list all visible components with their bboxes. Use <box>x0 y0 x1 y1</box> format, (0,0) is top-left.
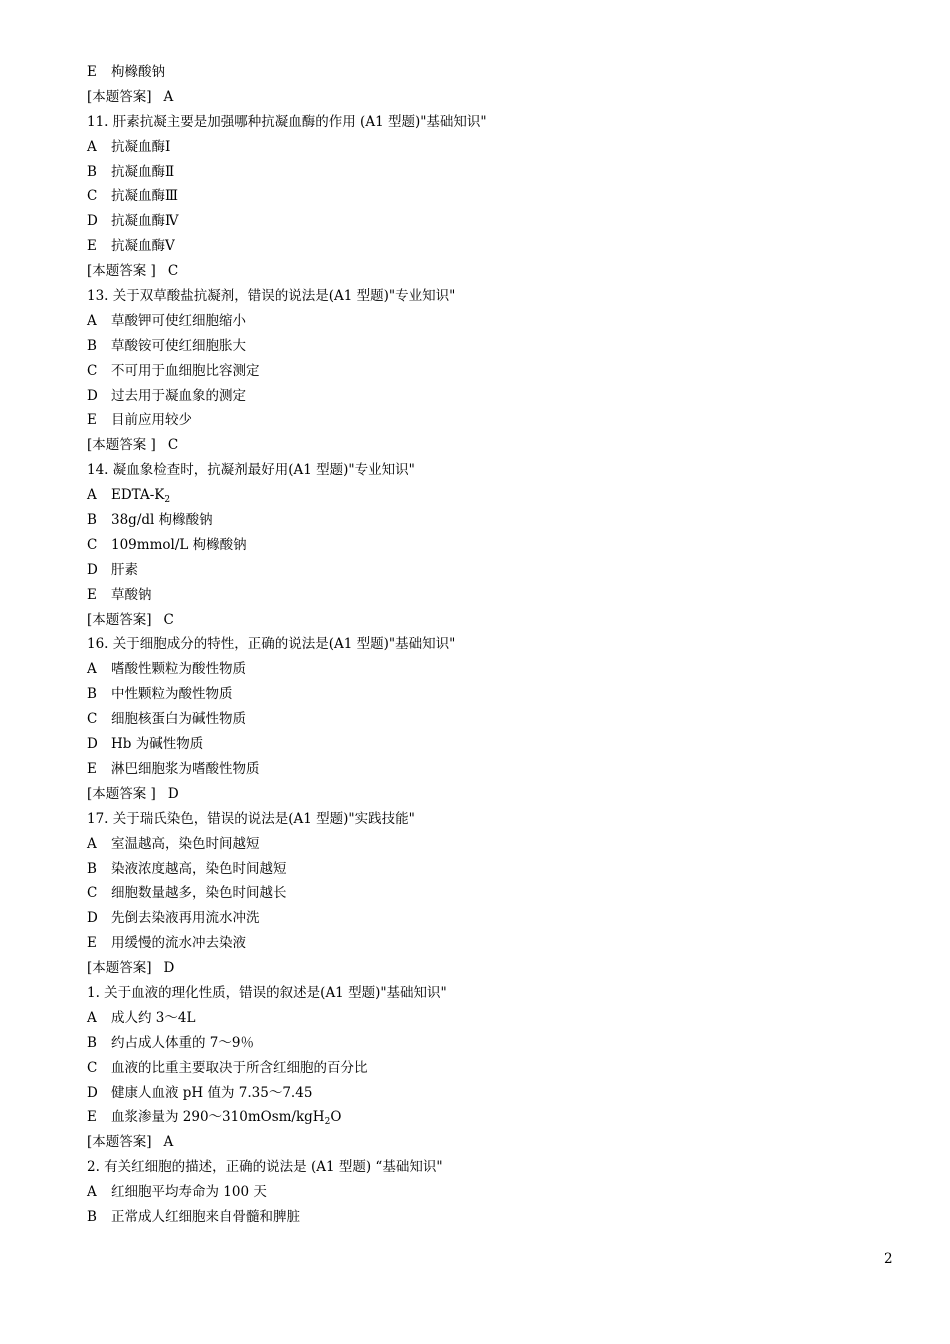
answer-option <box>87 309 867 334</box>
question-text: 2. 有关红细胞的描述，正确的说法是 (A1 型题) “基础知识" <box>87 1159 443 1176</box>
question-text: 16. 关于细胞成分的特性，正确的说法是(A1 型题)"基础知识" <box>87 636 456 653</box>
option-letter: D <box>87 213 98 230</box>
option-text: 抗凝血酶Ⅴ <box>111 238 175 255</box>
answer-option <box>87 657 867 682</box>
answer-line <box>87 85 867 110</box>
answer-option <box>87 1105 867 1130</box>
answer-option <box>87 931 867 956</box>
answer-option <box>87 184 867 209</box>
answer-label: [本题答案 ] <box>87 437 156 454</box>
option-letter: E <box>87 935 97 952</box>
answer-option <box>87 533 867 558</box>
option-text: 38g/dl 枸橼酸钠 <box>111 512 213 529</box>
option-text: 室温越高，染色时间越短 <box>111 835 260 852</box>
answer-option <box>87 359 867 384</box>
question-stem <box>87 110 867 135</box>
answer-option <box>87 408 867 433</box>
answer-option <box>87 732 867 757</box>
option-letter: D <box>87 1084 98 1101</box>
question-text: 13. 关于双草酸盐抗凝剂，错误的说法是(A1 型题)"专业知识" <box>87 288 456 305</box>
answer-value: C <box>163 611 174 628</box>
option-letter: D <box>87 387 98 404</box>
option-letter: E <box>87 586 97 603</box>
answer-option <box>87 234 867 259</box>
option-letter: A <box>87 1009 97 1026</box>
option-text: 红细胞平均寿命为 100 天 <box>111 1184 267 1201</box>
option-text: 抗凝血酶Ⅲ <box>111 188 179 205</box>
answer-option <box>87 1031 867 1056</box>
option-letter: C <box>87 711 98 728</box>
answer-option <box>87 60 867 85</box>
option-text: 成人约 3～4L <box>111 1009 196 1026</box>
answer-value: C <box>167 263 179 280</box>
answer-line <box>87 259 867 284</box>
answer-label: [本题答案] <box>87 611 152 628</box>
option-letter: E <box>87 412 97 429</box>
option-text: EDTA-K <box>111 487 165 504</box>
option-text: 淋巴细胞浆为嗜酸性物质 <box>111 760 260 777</box>
option-letter: B <box>87 1034 97 1051</box>
option-letter: B <box>87 337 97 354</box>
option-letter: C <box>87 885 98 902</box>
option-text: 枸橼酸钠 <box>111 64 165 80</box>
option-letter: B <box>87 512 97 529</box>
answer-option <box>87 1205 867 1230</box>
answer-option <box>87 757 867 782</box>
answer-label: [本题答案] <box>87 1134 152 1151</box>
answer-line <box>87 1130 867 1155</box>
answer-label: [本题答案] <box>87 960 152 977</box>
question-stem <box>87 632 867 657</box>
subscript: 2 <box>164 495 171 506</box>
answer-line <box>87 608 867 633</box>
option-text: 健康人血液 pH 值为 7.35～7.45 <box>111 1084 313 1101</box>
option-text: 草酸铵可使红细胞胀大 <box>111 337 246 354</box>
answer-line <box>87 433 867 458</box>
answer-value: D <box>163 960 175 977</box>
answer-option <box>87 707 867 732</box>
document-body <box>87 60 867 1230</box>
option-letter: B <box>87 686 97 703</box>
option-text: 抗凝血酶Ⅳ <box>111 213 179 230</box>
option-letter: C <box>87 362 98 379</box>
answer-line <box>87 956 867 981</box>
option-letter: D <box>87 561 98 578</box>
option-text: 约占成人体重的 7～9％ <box>111 1034 254 1051</box>
answer-option <box>87 135 867 160</box>
question-stem <box>87 981 867 1006</box>
option-text: 用缓慢的流水冲去染液 <box>111 935 246 952</box>
option-text: 细胞数量越多，染色时间越长 <box>111 885 287 902</box>
answer-option <box>87 209 867 234</box>
answer-option <box>87 384 867 409</box>
option-letter: D <box>87 736 98 753</box>
option-text: 草酸钾可使红细胞缩小 <box>111 312 246 329</box>
answer-label: [本题答案 ] <box>87 263 156 280</box>
question-text: 11. 肝素抗凝主要是加强哪种抗凝血酶的作用 (A1 型题)"基础知识" <box>87 113 487 130</box>
option-letter: C <box>87 188 98 205</box>
answer-option <box>87 558 867 583</box>
option-text-suffix: O <box>330 1109 342 1126</box>
subscript: 2 <box>324 1117 331 1128</box>
answer-option <box>87 857 867 882</box>
option-letter: E <box>87 760 97 777</box>
answer-value: C <box>167 437 179 454</box>
option-text: Hb 为碱性物质 <box>111 736 204 753</box>
option-letter: E <box>87 64 97 80</box>
answer-option <box>87 160 867 185</box>
answer-option <box>87 1180 867 1205</box>
answer-label: [本题答案] <box>87 88 152 105</box>
option-text: 血液的比重主要取决于所含红细胞的百分比 <box>111 1059 368 1076</box>
option-letter: B <box>87 163 97 180</box>
option-text: 血浆渗量为 290～310mOsm/kgH <box>111 1109 325 1126</box>
answer-value: A <box>163 88 174 105</box>
option-letter: A <box>87 1184 97 1201</box>
question-text: 14. 凝血象检查时，抗凝剂最好用(A1 型题)"专业知识" <box>87 462 415 479</box>
question-text: 1. 关于血液的理化性质，错误的叙述是(A1 型题)"基础知识" <box>87 984 447 1001</box>
option-letter: A <box>87 312 97 329</box>
option-text: 嗜酸性颗粒为酸性物质 <box>111 661 246 678</box>
answer-option <box>87 1056 867 1081</box>
option-letter: C <box>87 1059 98 1076</box>
option-text: 染液浓度越高，染色时间越短 <box>111 860 287 877</box>
answer-option <box>87 1006 867 1031</box>
option-letter: B <box>87 1208 97 1225</box>
answer-option <box>87 508 867 533</box>
option-text: 正常成人红细胞来自骨髓和脾脏 <box>111 1208 300 1225</box>
option-letter: A <box>87 138 97 155</box>
option-text: 先倒去染液再用流水冲洗 <box>111 910 260 927</box>
option-letter: A <box>87 487 97 504</box>
option-text: 不可用于血细胞比容测定 <box>111 362 260 379</box>
question-text: 17. 关于瑞氏染色，错误的说法是(A1 型题)"实践技能" <box>87 810 415 827</box>
option-text: 中性颗粒为酸性物质 <box>111 686 233 703</box>
option-letter: A <box>87 661 97 678</box>
option-text: 109mmol/L 枸橼酸钠 <box>111 536 247 553</box>
question-stem <box>87 458 867 483</box>
answer-option <box>87 483 867 508</box>
option-text: 过去用于凝血象的测定 <box>111 387 246 404</box>
option-text: 目前应用较少 <box>111 412 192 429</box>
answer-value: D <box>167 785 179 802</box>
option-text: 细胞核蛋白为碱性物质 <box>111 711 246 728</box>
answer-option <box>87 906 867 931</box>
page-number: 2 <box>884 1251 893 1267</box>
question-stem <box>87 284 867 309</box>
option-letter: E <box>87 238 97 255</box>
option-text: 肝素 <box>111 561 138 578</box>
answer-option <box>87 583 867 608</box>
answer-option <box>87 832 867 857</box>
answer-value: A <box>163 1134 174 1151</box>
option-letter: A <box>87 835 97 852</box>
question-stem <box>87 1155 867 1180</box>
option-letter: C <box>87 536 98 553</box>
question-stem <box>87 807 867 832</box>
answer-option <box>87 1081 867 1106</box>
option-text: 草酸钠 <box>111 586 152 603</box>
answer-line <box>87 782 867 807</box>
answer-option <box>87 334 867 359</box>
option-letter: D <box>87 910 98 927</box>
answer-option <box>87 682 867 707</box>
answer-label: [本题答案 ] <box>87 785 156 802</box>
option-text: 抗凝血酶Ⅱ <box>111 163 175 180</box>
option-letter: E <box>87 1109 97 1126</box>
answer-option <box>87 881 867 906</box>
option-letter: B <box>87 860 97 877</box>
option-text: 抗凝血酶Ⅰ <box>111 138 171 155</box>
